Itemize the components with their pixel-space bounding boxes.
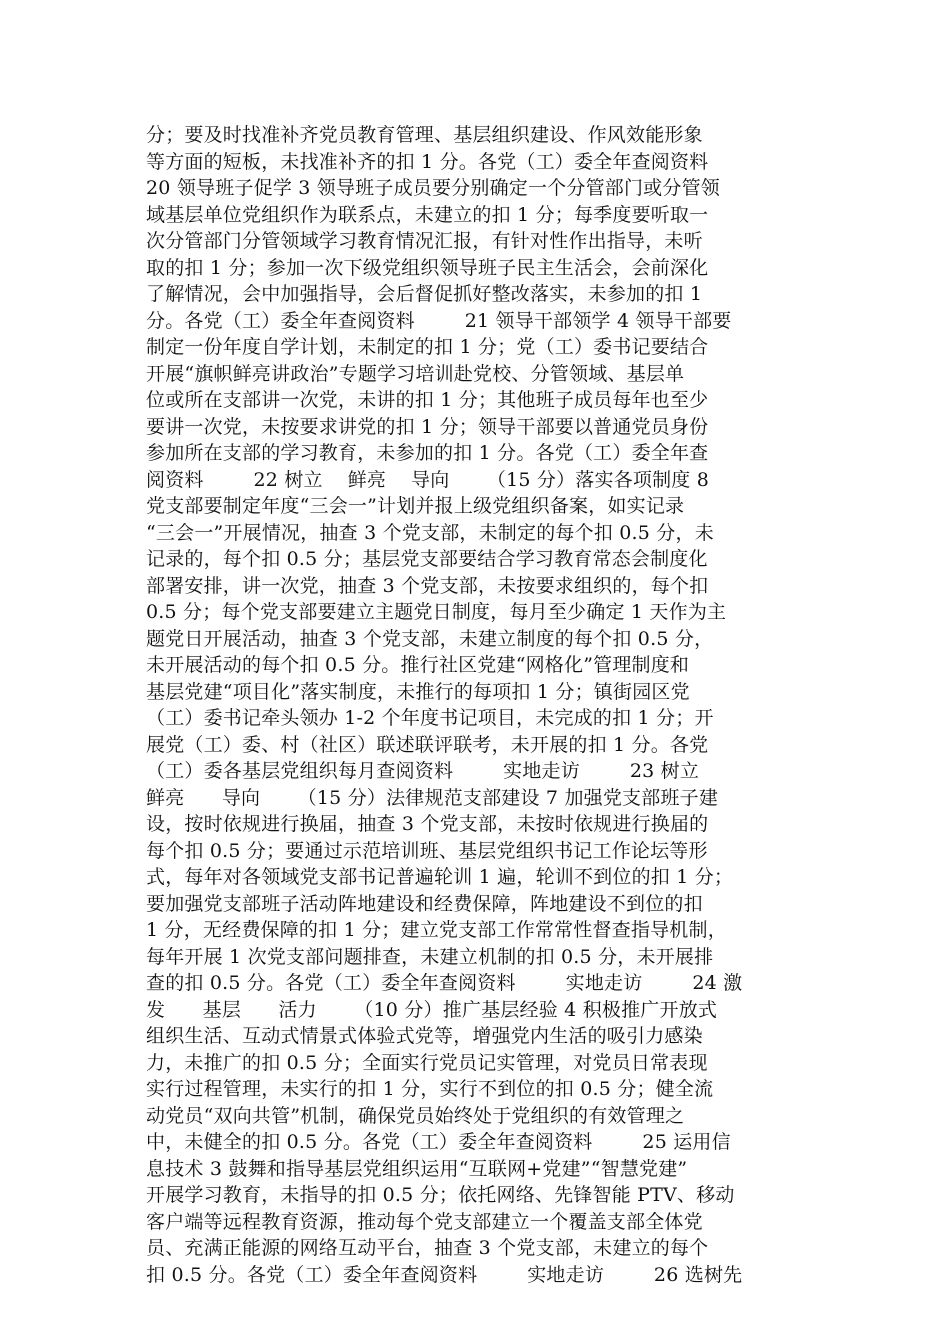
text-line: 客户端等远程教育资源，推动每个党支部建立一个覆盖支部全体党 — [146, 1210, 703, 1233]
text-line: 要加强党支部班子活动阵地建设和经费保障，阵地建设不到位的扣 — [146, 892, 703, 915]
text-line: 开展学习教育，未指导的扣 0.5 分；依托网络、先锋智能 PTV、移动 — [146, 1184, 735, 1206]
text-line: 20 领导班子促学 3 领导班子成员要分别确定一个分管部门或分管领 — [146, 177, 720, 199]
text-line: 展党（工）委、村（社区）联述联评联考，未开展的扣 1 分。各党 — [146, 733, 709, 756]
text-line: 分；要及时找准补齐党员教育管理、基层组织建设、作风效能形象 — [146, 124, 703, 146]
text-line: 查的扣 0.5 分。各党（工）委全年查阅资料 实地走访 24 激 — [146, 972, 743, 994]
text-line: 开展“旗帜鲜亮讲政治”专题学习培训赴党校、分管领域、基层单 — [146, 362, 685, 385]
text-line: 要讲一次党，未按要求讲党的扣 1 分；领导干部要以普通党员身份 — [146, 415, 709, 438]
text-line: 动党员“双向共管”机制，确保党员始终处于党组织的有效管理之 — [146, 1104, 685, 1127]
text-line: 发 基层 活力 （10 分）推广基层经验 4 积极推广开放式 — [146, 998, 718, 1021]
text-line: 记录的，每个扣 0.5 分；基层党支部要结合学习教育常态会制度化 — [146, 548, 708, 570]
text-line: 阅资料 22 树立 鲜亮 导向 （15 分）落实各项制度 8 — [146, 468, 710, 491]
document-body — [146, 122, 816, 1288]
text-line: 了解情况，会中加强指导，会后督促抓好整改落实，未参加的扣 1 — [146, 283, 703, 305]
text-line: “三会一”开展情况，抽查 3 个党支部，未制定的每个扣 0.5 分，未 — [146, 521, 714, 544]
text-line: 设，按时依规进行换届，抽查 3 个党支部，未按时依规进行换届的 — [146, 813, 709, 835]
text-line: 未开展活动的每个扣 0.5 分。推行社区党建“网格化”管理制度和 — [146, 654, 690, 676]
text-line: 基层党建“项目化”落实制度，未推行的每项扣 1 分；镇街园区党 — [146, 680, 690, 703]
text-line: 部署安排，讲一次党，抽查 3 个党支部，未按要求组织的，每个扣 — [146, 574, 709, 597]
text-line: 实行过程管理，未实行的扣 1 分，实行不到位的扣 0.5 分；健全流 — [146, 1078, 714, 1100]
text-line: 式，每年对各领域党支部书记普遍轮训 1 遍，轮训不到位的扣 1 分； — [146, 866, 734, 888]
text-line: 0.5 分；每个党支部要建立主题党日制度，每月至少确定 1 天作为主 — [146, 601, 727, 623]
text-line: 党支部要制定年度“三会一”计划并报上级党组织备案，如实记录 — [146, 495, 685, 517]
text-line: （工）委各基层党组织每月查阅资料 实地走访 23 树立 — [146, 760, 700, 782]
text-line: 息技术 3 鼓舞和指导基层党组织运用“互联网+党建”“智慧党建” — [146, 1157, 688, 1180]
text-line: 参加所在支部的学习教育，未参加的扣 1 分。各党（工）委全年查 — [146, 442, 709, 464]
text-line: 员、充满正能源的网络互动平台，抽查 3 个党支部，未建立的每个 — [146, 1237, 709, 1259]
text-line: 组织生活、互动式情景式体验式党等，增强党内生活的吸引力感染 — [146, 1025, 703, 1047]
text-line: 每个扣 0.5 分；要通过示范培训班、基层党组织书记工作论坛等形 — [146, 839, 708, 862]
text-line: （工）委书记牵头领办 1-2 个年度书记项目，未完成的扣 1 分；开 — [146, 707, 714, 729]
text-line: 扣 0.5 分。各党（工）委全年查阅资料 实地走访 26 选树先 — [146, 1263, 743, 1286]
text-line: 制定一份年度自学计划，未制定的扣 1 分；党（工）委书记要结合 — [146, 336, 709, 358]
text-line: 中，未健全的扣 0.5 分。各党（工）委全年查阅资料 25 运用信 — [146, 1131, 731, 1153]
text-line: 鲜亮 导向 （15 分）法律规范支部建设 7 加强党支部班子建 — [146, 786, 719, 809]
text-line: 等方面的短板，未找准补齐的扣 1 分。各党（工）委全年查阅资料 — [146, 150, 709, 173]
text-line: 每年开展 1 次党支部问题排查，未建立机制的扣 0.5 分，未开展排 — [146, 945, 714, 968]
text-line: 取的扣 1 分；参加一次下级党组织领导班子民主生活会，会前深化 — [146, 256, 709, 279]
text-line: 域基层单位党组织作为联系点，未建立的扣 1 分；每季度要听取一 — [146, 203, 709, 226]
text-line: 力，未推广的扣 0.5 分；全面实行党员记实管理，对党员日常表现 — [146, 1051, 708, 1074]
text-line: 1 分，无经费保障的扣 1 分；建立党支部工作常常性督查指导机制， — [146, 919, 727, 941]
text-line: 题党日开展活动，抽查 3 个党支部，未建立制度的每个扣 0.5 分， — [146, 627, 714, 650]
text-line: 分。各党（工）委全年查阅资料 21 领导干部领学 4 领导干部要 — [146, 309, 732, 332]
text-line: 次分管部门分管领域学习教育情况汇报，有针对性作出指导，未听 — [146, 230, 703, 252]
text-line: 位或所在支部讲一次党，未讲的扣 1 分；其他班子成员每年也至少 — [146, 389, 709, 411]
